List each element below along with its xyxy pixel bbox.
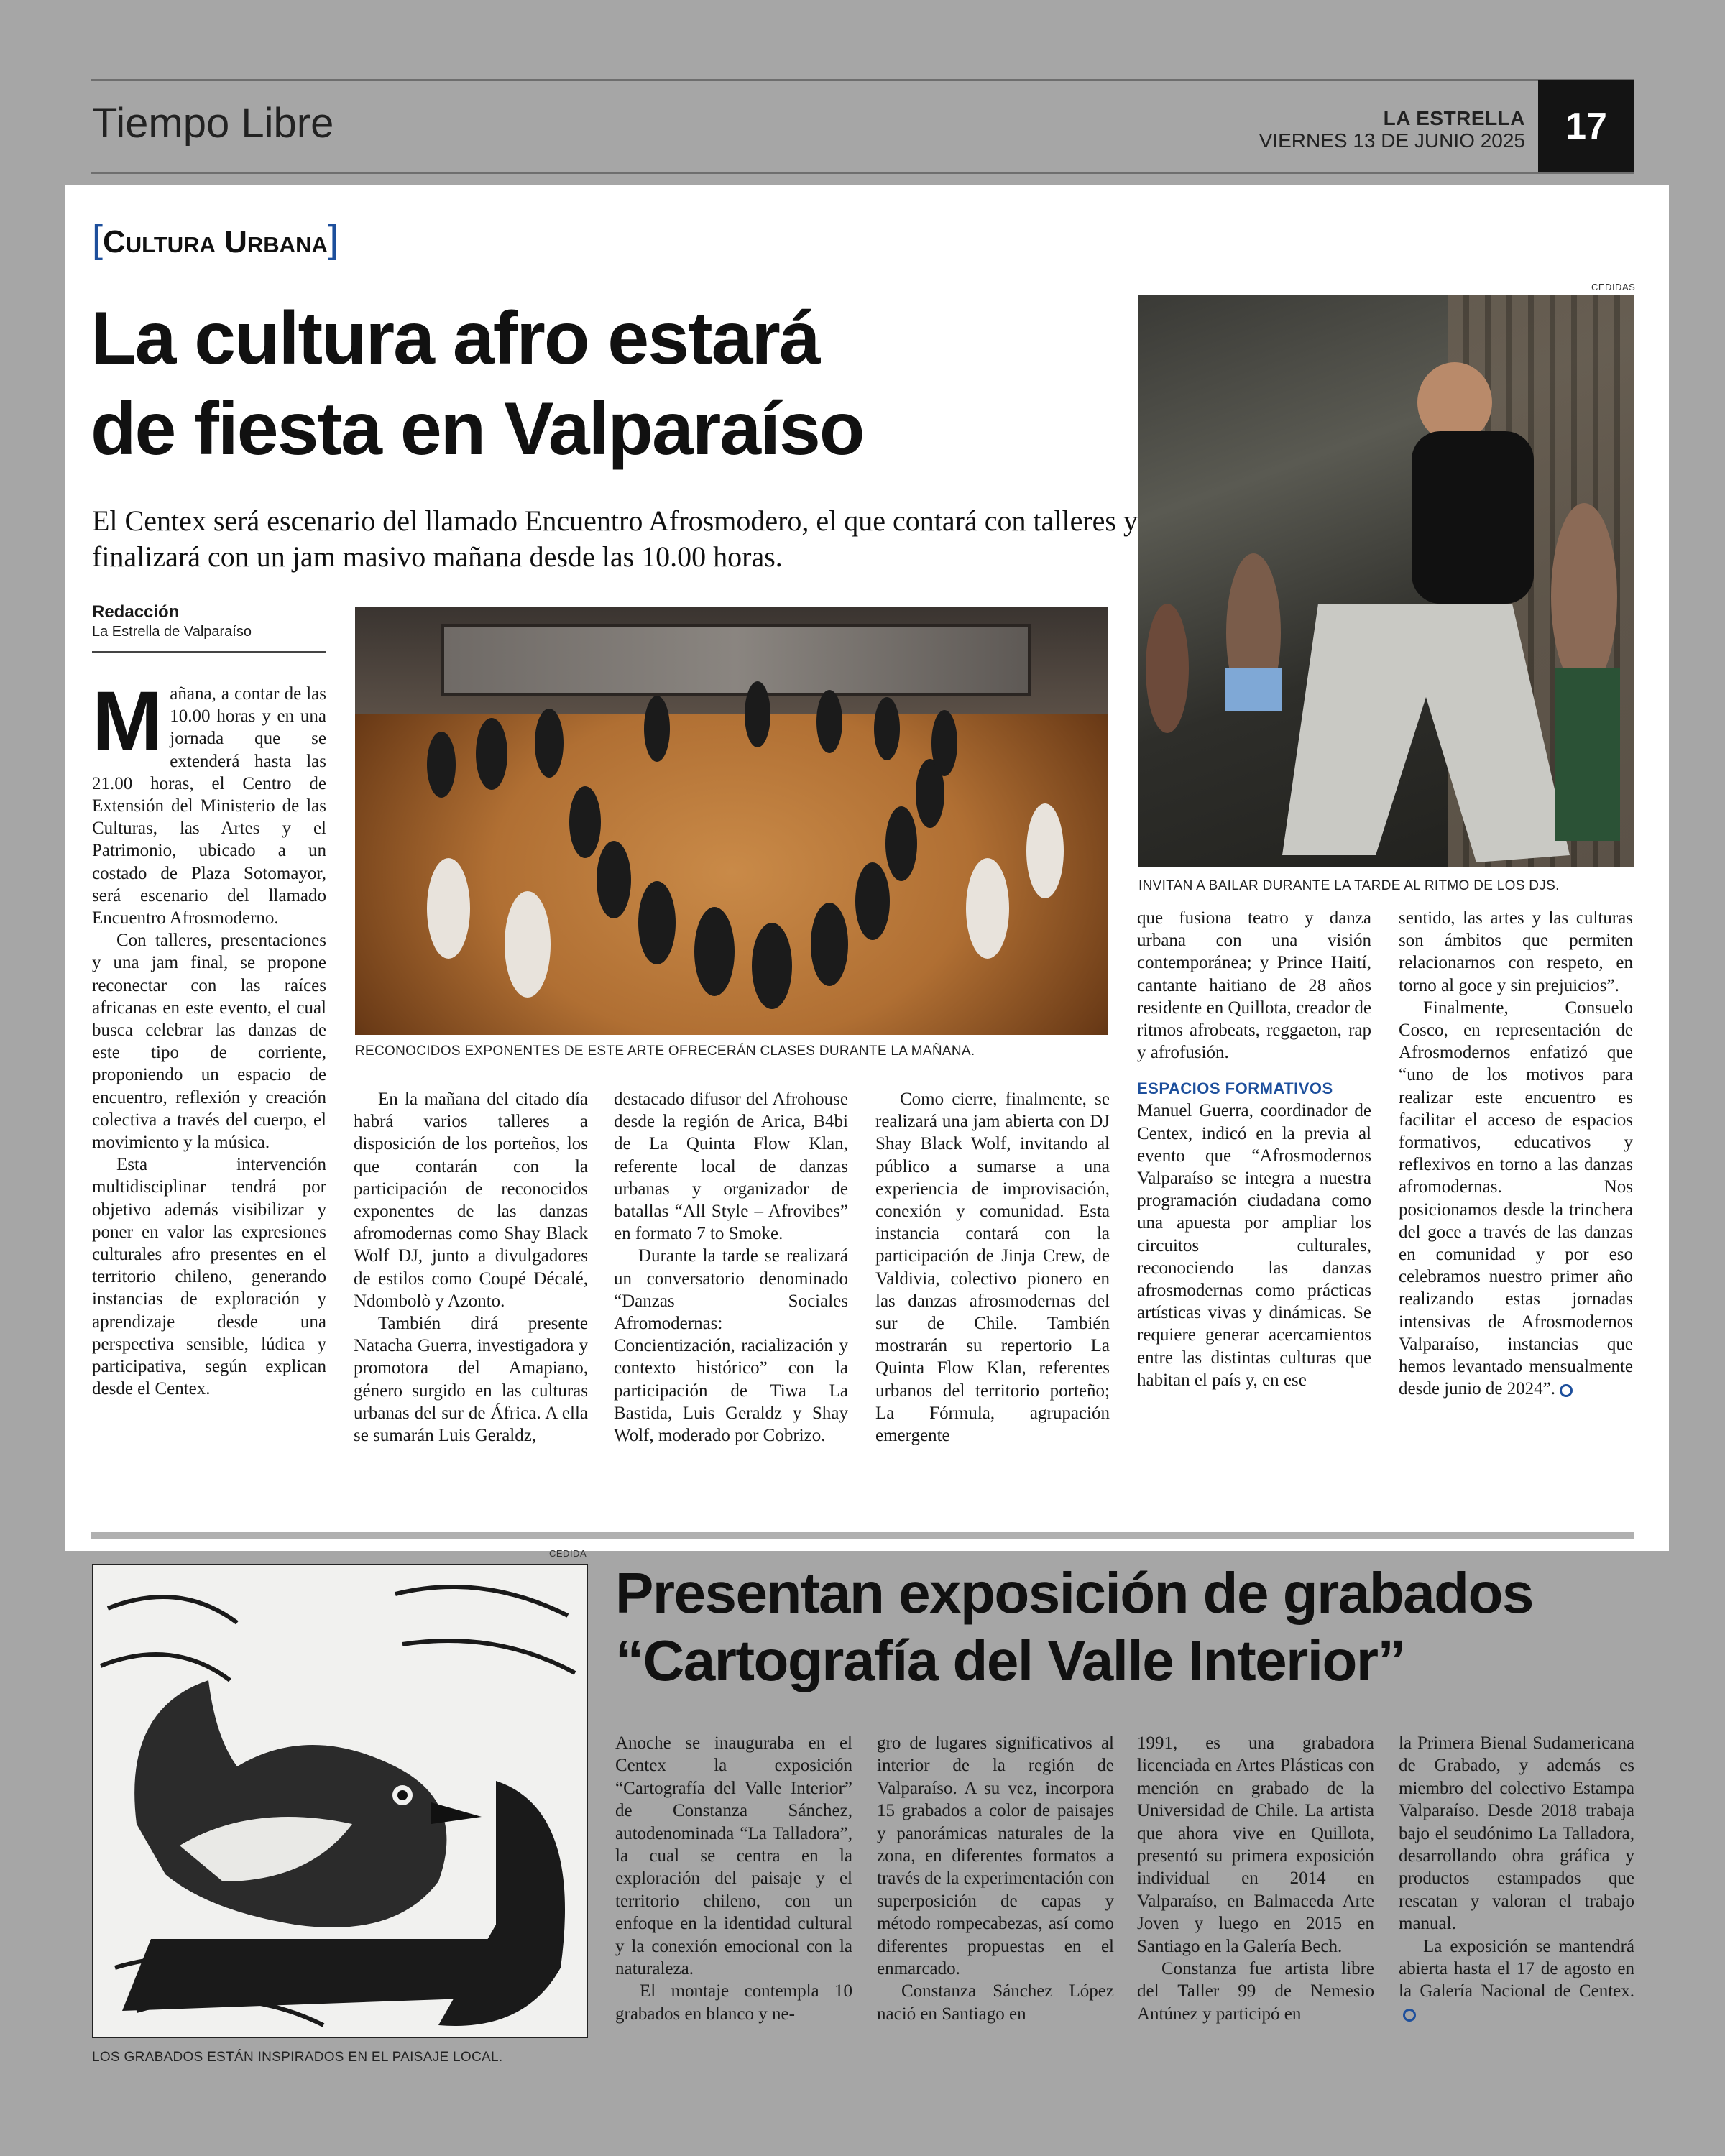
- paragraph: En la mañana del citado día habrá varios talleres a disposición de los porteños, los que contarán con la participación de reconocidos exponentes de las danzas afromodernas como Shay Black Wolf DJ, junto a divulgadores de estilos como Coupé Décalé, Ndombolò y Azonto.: [354, 1089, 588, 1311]
- article-column-3: [614, 1088, 848, 1447]
- paragraph: [1399, 1935, 1634, 2026]
- exhibition-headline: [615, 1560, 1636, 1695]
- section-subhead: ESPACIOS FORMATIVOS: [1137, 1079, 1333, 1098]
- photo-credit: CEDIDAS: [1591, 282, 1636, 292]
- article-separator: [91, 1532, 1634, 1539]
- header-bottom-rule: [91, 172, 1634, 174]
- byline: [92, 602, 326, 653]
- paragraph-text: Finalmente, Consuelo Cosco, en representación de Afrosmodernos enfatizó que “uno de los motivos para realizar este encuentro es facilitar el acceso de espacios formativos, educativos y reflexivos en torno a las danzas afromodernas. Nos posicionamos desde la trinchera del goce a través de las danzas en comunidad y por eso celebramos nuestro primer año realizando estas jornadas intensivas de Afrosmodernos Valparaíso, instancias que hemos levantado mensualmente desde junio de 2024”.: [1399, 998, 1633, 1399]
- article-column-4: [875, 1088, 1110, 1447]
- main-photo-caption: RECONOCIDOS EXPONENTES DE ESTE ARTE OFRECERÁN CLASES DURANTE LA MAÑANA.: [355, 1044, 975, 1059]
- kicker-label: Cultura Urbana: [103, 224, 328, 259]
- byline-organization: La Estrella de Valparaíso: [92, 624, 252, 640]
- paragraph: También dirá presente Natacha Guerra, investigadora y promotora del Amapiano, género surgido en las culturas urbanas del sur de África. A ella se sumarán Luis Geraldz,: [354, 1314, 588, 1446]
- article-headline: [91, 293, 1154, 474]
- newspaper-name: LA ESTRELLA: [1383, 107, 1525, 129]
- section-title: Tiempo Libre: [92, 100, 334, 147]
- dance-class-photo: [355, 607, 1108, 1035]
- kicker-bracket-right: ]: [327, 218, 339, 261]
- paragraph: gro de lugares significativos al interior de la región de Valparaíso. A su vez, incorpora 15 grabados a color de paisajes y panorámicas naturales de la zona, en diferentes formatos a través de la experimentación con superposición de capas y método rompecabezas, así como diferentes propuestas en el enmarcado.: [877, 1733, 1114, 1979]
- bird-engraving-image: [92, 1564, 588, 2038]
- paragraph: Como cierre, finalmente, se realizará una jam abierta con DJ Shay Black Wolf, invitando al público a sumarse a una experiencia de improvisación, conexión y comunidad. Esta instancia contará con la participación de Jinja Crew, de Valdivia, colectivo pionero en las danzas afrosmodernas del sur de Chile. También mostrarán su repertorio La Quinta Flow Klan, referentes urbanos del territorio porteño; La Fórmula, agrupación emergente: [875, 1089, 1110, 1446]
- dancer-photo: [1138, 295, 1634, 867]
- engraving-caption: LOS GRABADOS ESTÁN INSPIRADOS EN EL PAISAJE LOCAL.: [92, 2050, 503, 2065]
- byline-author: Redacción: [92, 602, 180, 622]
- article-deck: El Centex será escenario del llamado Encuentro Afrosmodero, el que contará con talleres y finalizará con un jam masivo mañana desde las 10.00 horas.: [92, 505, 1138, 573]
- paragraph: Anoche se inauguraba en el Centex la exposición “Cartografía del Valle Interior” de Constanza Sánchez, autodenominada “La Talladora”, la cual se centra en la exploración del paisaje y el territorio chileno, con un enfoque en la identidad cultural y la conexión emocional con la naturaleza.: [615, 1733, 852, 1979]
- paragraph: [92, 674, 326, 929]
- paragraph: que fusiona teatro y danza urbana con una visión contemporánea; y Prince Haití, cantante haitiano de 28 años residente en Quillota, creador de ritmos afrobeats, reggaeton, rap y afrofusión.: [1137, 908, 1371, 1063]
- engraving-credit: CEDIDA: [549, 1548, 587, 1559]
- paragraph: Constanza Sánchez López nació en Santiago en: [877, 1981, 1114, 2024]
- paragraph: destacado difusor del Afrohouse desde la región de Arica, B4bi de La Quinta Flow Klan, referente local de danzas urbanas y organizador de batallas “All Style – Afrovibes” en formato 7 to Smoke.: [614, 1089, 848, 1244]
- exhibition-column-2: [877, 1732, 1114, 2025]
- article-kicker: [92, 217, 339, 262]
- end-mark-icon: [1403, 2009, 1416, 2022]
- paragraph: 1991, es una grabadora licenciada en Artes Plásticas con mención en grabado de la Universidad de Chile. La artista que ahora vive en Quillota, presentó su primera exposición individual en 2014 en Valparaíso, en Balmaceda Arte Joven y luego en 2015 en Santiago en la Galería Bech.: [1137, 1733, 1374, 1956]
- paragraph: Esta intervención multidisciplinar tendrá por objetivo además visibilizar y poner en valor las expresiones culturales afro presentes en el territorio chileno, generando instancias de exploración y aprendizaje desde una perspectiva sensible, lúdica y participativa, según explican desde el Centex.: [92, 1155, 326, 1399]
- masthead: [1259, 108, 1525, 152]
- article-column-6: [1399, 907, 1633, 1400]
- end-mark-icon: [1560, 1384, 1573, 1397]
- exhibition-column-3: [1137, 1732, 1374, 2025]
- kicker-bracket-left: [: [92, 218, 104, 261]
- article-column-2: [354, 1088, 588, 1447]
- drop-cap: M: [92, 674, 163, 769]
- page-number: 17: [1538, 80, 1634, 172]
- headline-line-1: Presentan exposición de grabados: [615, 1561, 1533, 1625]
- headline-line-2: de fiesta en Valparaíso: [91, 387, 864, 471]
- header-top-rule: [91, 79, 1634, 81]
- paragraph: Constanza fue artista libre del Taller 99 de Nemesio Antúnez y participó en: [1137, 1959, 1374, 2024]
- paragraph: Durante la tarde se realizará un conversatorio denominado “Danzas Sociales Afromodernas: Concientización, racialización y contexto histórico” con la participación de Tiwa La Bastida, Luis Geraldz y Shay Wolf, moderado por Cobrizo.: [614, 1246, 848, 1446]
- paragraph: [1399, 997, 1633, 1401]
- issue-date: VIERNES 13 DE JUNIO 2025: [1259, 129, 1525, 152]
- exhibition-column-1: [615, 1732, 852, 2025]
- paragraph: Manuel Guerra, coordinador de Centex, indicó en la previa al evento que “Afrosmodernos Valparaíso se integra a nuestra programación ciudadana como una apuesta por ampliar los circuitos culturales, reconociendo las danzas afrosmodernas como prácticas artísticas vivas y dinámicas. Se requiere generar acercamientos entre las distintas culturas que habitan el país y, en ese: [1137, 1101, 1371, 1390]
- paragraph-text: La exposición se mantendrá abierta hasta el 17 de agosto en la Galería Nacional de Centex.: [1399, 1936, 1634, 2001]
- byline-rule: [92, 651, 326, 653]
- side-photo-caption: INVITAN A BAILAR DURANTE LA TARDE AL RITMO DE LOS DJS.: [1138, 878, 1560, 893]
- bird-engraving-illustration: [93, 1565, 586, 2037]
- article-column-5: [1137, 907, 1371, 1391]
- dancer-illustration: [1138, 295, 1634, 867]
- paragraph: El montaje contempla 10 grabados en blanco y ne-: [615, 1981, 852, 2024]
- exhibition-column-4: [1399, 1732, 1634, 2025]
- headline-line-1: La cultura afro estará: [91, 297, 819, 380]
- article-column-1: [92, 674, 326, 1401]
- paragraph: sentido, las artes y las culturas son ámbitos que permiten relacionarnos con respeto, en torno al goce y sin prejuicios”.: [1399, 908, 1633, 995]
- dancers-illustration: [355, 607, 1108, 1035]
- paragraph: la Primera Bienal Sudamericana de Grabado, y además es miembro del colectivo Estampa Valparaíso. Desde 2018 trabaja bajo el seudónimo La Talladora, desarrollando obra gráfica y productos estampados que rescatan y valoran el trabajo manual.: [1399, 1733, 1634, 1934]
- paragraph-text: añana, a contar de las 10.00 horas y en una jornada que se extenderá hasta las 21.00 horas, el Centro de Extensión del Ministerio de las Culturas, las Artes y el Patrimonio, ubicado a un costado de Plaza Sotomayor, será escenario del llamado Encuentro Afrosmoderno.: [92, 684, 326, 929]
- paragraph: Con talleres, presentaciones y una jam final, se propone reconectar con las raíces africanas en este evento, el cual busca celebrar las danzas de este tipo de corriente, proponiendo un espacio de encuentro, reflexión y creación colectiva a través del cuerpo, el movimiento y la música.: [92, 931, 326, 1153]
- headline-line-2: “Cartografía del Valle Interior”: [615, 1628, 1405, 1692]
